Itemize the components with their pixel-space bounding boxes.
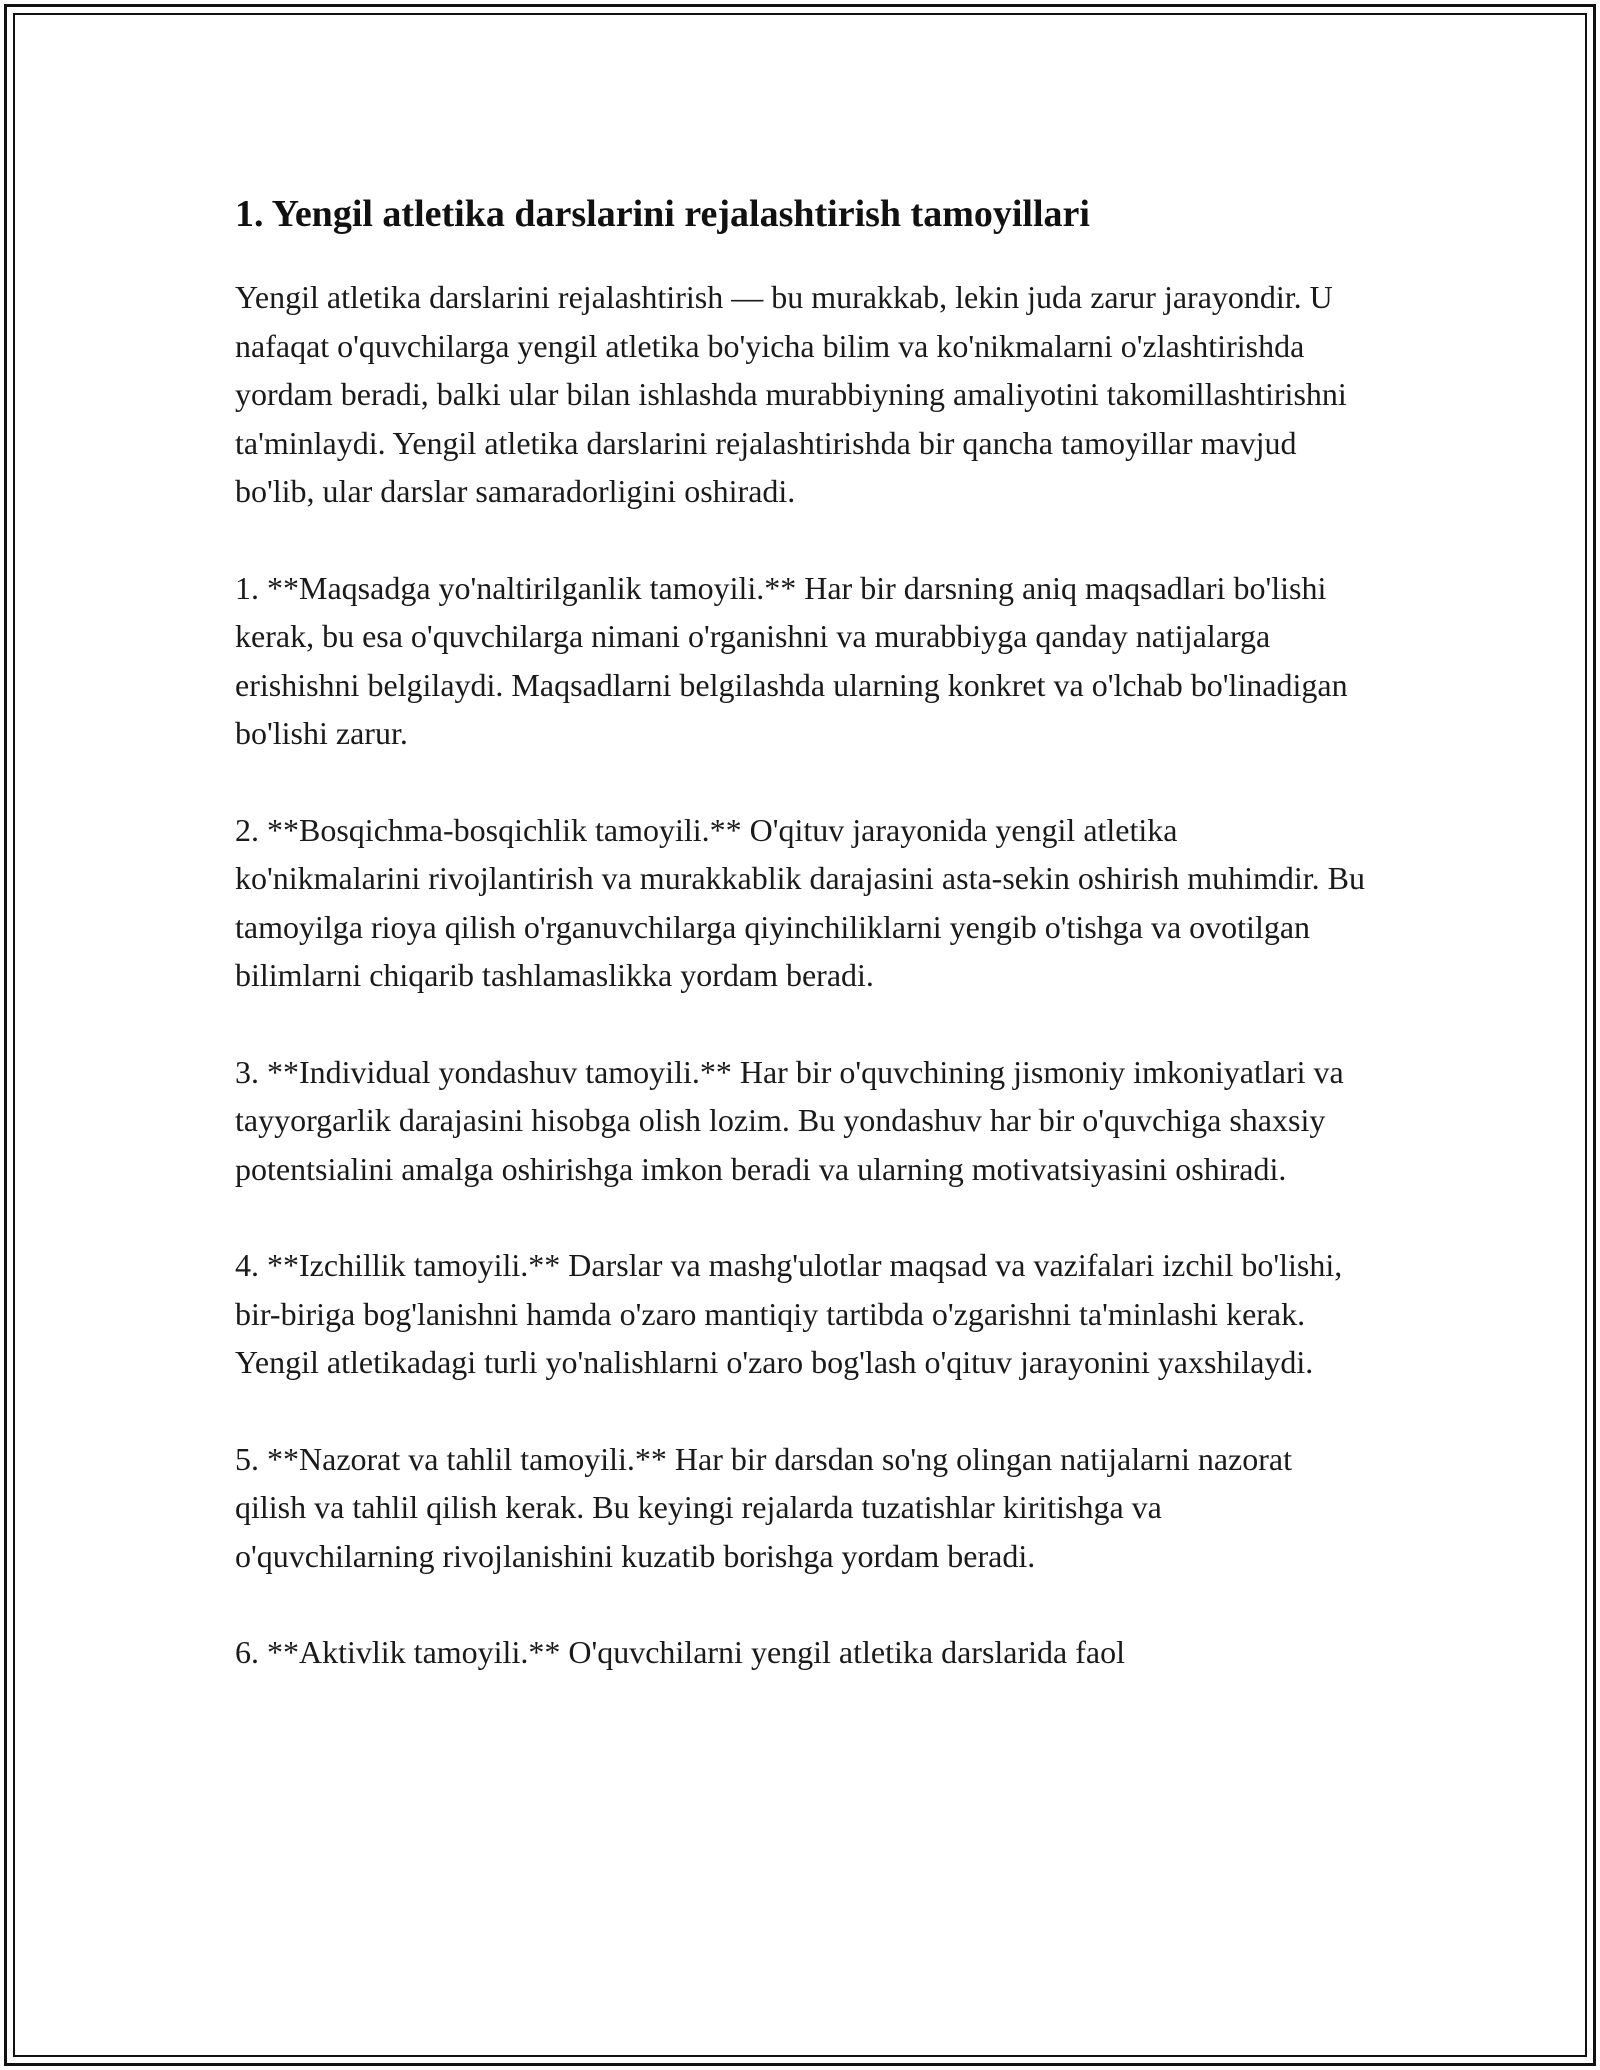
- principle-1-paragraph: 1. **Maqsadga yo'naltirilganlik tamoyili.** Har bir darsning aniq maqsadlari bo'lishi kerak, bu esa o'quvchilarga nimani o'rganishni va murabbiyga qanday natijalarga erishishni belgilaydi. Maqsadlarni belgilashda ularning konkret va o'lchab bo'linadigan bo'lishi zarur.: [235, 569, 1348, 751]
- document-body: [235, 185, 1365, 1725]
- section-heading: 1. Yengil atletika darslarini rejalashtirish tamoyillari: [235, 193, 1090, 235]
- principle-6-paragraph: 6. **Aktivlik tamoyili.** O'quvchilarni yengil atletika darslarida faol: [235, 1634, 1125, 1670]
- principle-5-paragraph: 5. **Nazorat va tahlil tamoyili.** Har bir darsdan so'ng olingan natijalarni nazorat qilish va tahlil qilish kerak. Bu keyingi rejalarda tuzatishlar kiritishga va o'quvchilarning rivojlanishini kuzatib borishga yordam beradi.: [235, 1440, 1292, 1574]
- intro-paragraph: Yengil atletika darslarini rejalashtirish — bu murakkab, lekin juda zarur jarayondir. U nafaqat o'quvchilarga yengil atletika bo'yicha bilim va ko'nikmalarni o'zlashtirishda yordam beradi, balki ular bilan ishlashda murabbiyning amaliyotini takomillashtirishni ta'minlaydi. Yengil atletika darslarini rejalashtirishda bir qancha tamoyillar mavjud bo'lib, ular darslar samaradorligini oshiradi.: [235, 279, 1347, 509]
- principle-4-paragraph: 4. **Izchillik tamoyili.** Darslar va mashg'ulotlar maqsad va vazifalari izchil bo'lishi, bir-biriga bog'lanishni hamda o'zaro mantiqiy tartibda o'zgarishni ta'minlashi kerak. Yengil atletikadagi turli yo'nalishlarni o'zaro bog'lash o'qituv jarayonini yaxshilaydi.: [235, 1247, 1343, 1380]
- principle-3-paragraph: 3. **Individual yondashuv tamoyili.** Har bir o'quvchining jismoniy imkoniyatlari va tayyorgarlik darajasini hisobga olish lozim. Bu yondashuv har bir o'quvchiga shaxsiy potentsialini amalga oshirishga imkon beradi va ularning motivatsiyasini oshiradi.: [235, 1053, 1344, 1187]
- principle-2-paragraph: 2. **Bosqichma-bosqichlik tamoyili.** O'qituv jarayonida yengil atletika ko'nikmalarini rivojlantirish va murakkablik darajasini asta-sekin oshirish muhimdir. Bu tamoyilga rioya qilish o'rganuvchilarga qiyinchiliklarni yengib o'tishga va ovotilgan bilimlarni chiqarib tashlamaslikka yordam beradi.: [235, 811, 1366, 993]
